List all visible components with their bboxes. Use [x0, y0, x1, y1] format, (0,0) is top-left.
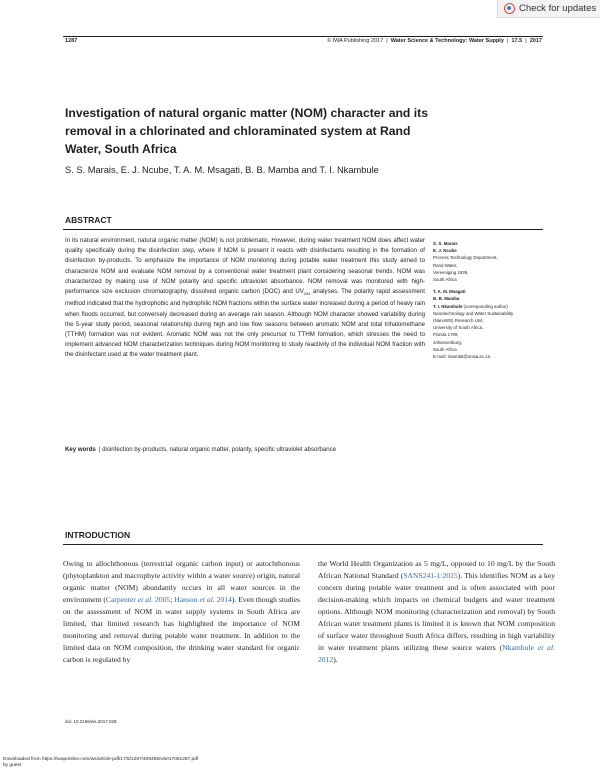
check-for-updates-label: Check for updates [519, 3, 597, 14]
abstract-text: In its natural environment, natural organic matter (NOM) is not problematic. However, during water treatment NOM does affect water quality specifically during the disinfection step, where if NOM is present it reacts with disinfectants resulting in the formation of disinfection by-products. To emphasize the importance of NOM monitoring during potable water treatment this study aimed to characterize NOM and evaluate NOM removal by a conventional water treatment plant considering seasonal trends. NOM was characterized by making use of NOM polarity and specific ultraviolet absorbance. NOM removal was monitored with high-performance size exclusion chromatography, dissolved organic carbon (DOC) and $UV_{254}$ analyses. The polarity rapid assessment method indicated that the hydrophobic and hydrophilic NOM fractions within the surface water increased during a period of heavy rain when floods occurred, but conversely decreased during an average rain season. Although NOM character showed variability during the 5-year study period, seasonal relationship during high and low flow seasons between aromatic NOM and total trihalomethane (TTHM) formation was not evident. Aromatic NOM was not the only precursor to TTHM formation, which stresses the need to implement advanced NOM characterization techniques during NOM monitoring to study reactivity of the individual NOM fraction with the disinfectant used at the water treatment plant. [65, 237, 425, 359]
introduction-heading: INTRODUCTION [65, 530, 131, 540]
abstract-heading: ABSTRACT [65, 215, 112, 225]
article-title: Investigation of natural organic matter (NOM) character and its removal in a chlorinated and chloraminated system at Rand Water, South Africa [65, 106, 428, 156]
intro-column-right: the World Health Organization as 5 mg/L, opposed to 10 mg/L by the South African National Standard (SANS241-1:2015). This identifies NOM as a key concern during potable water treatment and is often associated with poor decision-making which impacts on chemical budgets and water treatment options. Although NOM monitoring (characterization and removal) by South African water treatment plants is limited it is known that NOM composition of surface water throughout South Africa differs, resulting in high variability in water treatment plants utilizing these source waters (Nkambule et al. 2012). [318, 559, 555, 664]
download-notice-guest: by guest [3, 763, 22, 768]
citation-link[interactable]: Hanson et al. 2014 [174, 594, 232, 604]
journal-header: © IWA Publishing 2017 | Water Science & Technology: Water Supply | 17.5 | 2017 [327, 37, 542, 44]
citation-link[interactable]: Carpenter et al. 2005 [105, 594, 171, 604]
introduction-rule [63, 544, 543, 545]
keywords-label: Key words [65, 446, 96, 453]
download-notice: Downloaded from https://iwaponline.com/ws/article-pdf/17/5/1287/409456/ws017051287.pdf [3, 757, 199, 762]
citation-link[interactable]: SANS241-1:2015 [403, 570, 458, 580]
author-affiliations: S. S. Marais E. J. Ncube Process Technology Department, Rand Water, Vereeniging 1939, South Africa T. A. M. Msagati B. B. Mamba T. I. Nkambule (corresponding author) Nanotechnology and Water Sustainability (NanoWS) Research Unit, University of South Africa, Florida 1709, Johannesburg, South Africa E-mail: nkambti@unisa.ac.za [433, 240, 548, 360]
check-for-updates-icon [504, 3, 515, 14]
page-number: 1287 [65, 37, 78, 44]
check-for-updates-badge[interactable] [497, 0, 600, 18]
intro-column-left: Owing to allochthonous (terrestrial organic carbon input) or autochthonous (phytoplankton and macrophyte activity within a water source) origin, natural organic matter (NOM) abundantly occurs in all water sources in the environment (Carpenter et al. 2005; Hanson et al. 2014). Even though studies on the assessment of NOM in water supply systems in South Africa are limited, that limited research has highlighted the importance of NOM monitoring and removal during potable water treatment. In addition to the limited data on NOM composition, the drinking water standard for organic carbon is regulated by [63, 559, 300, 664]
volume-issue: 17.5 [511, 37, 523, 44]
journal-name: Water Science & Technology: Water Supply [390, 37, 504, 44]
corresponding-email[interactable]: E-mail: nkambti@unisa.ac.za [433, 354, 490, 360]
citation-link[interactable]: Nkambule et al. 2012 [318, 642, 555, 664]
header-year: 2017 [529, 37, 542, 44]
abstract-rule [63, 229, 543, 230]
keywords-list: | disinfection by-products, natural organic matter, polarity, specific ultraviolet absorbance [98, 446, 337, 453]
publisher-line: © IWA Publishing 2017 [327, 37, 384, 44]
author-list: S. S. Marais, E. J. Ncube, T. A. M. Msagati, B. B. Mamba and T. I. Nkambule [65, 165, 379, 175]
keywords [65, 445, 415, 455]
doi[interactable]: doi: 10.2166/ws.2017.028 [65, 719, 117, 724]
